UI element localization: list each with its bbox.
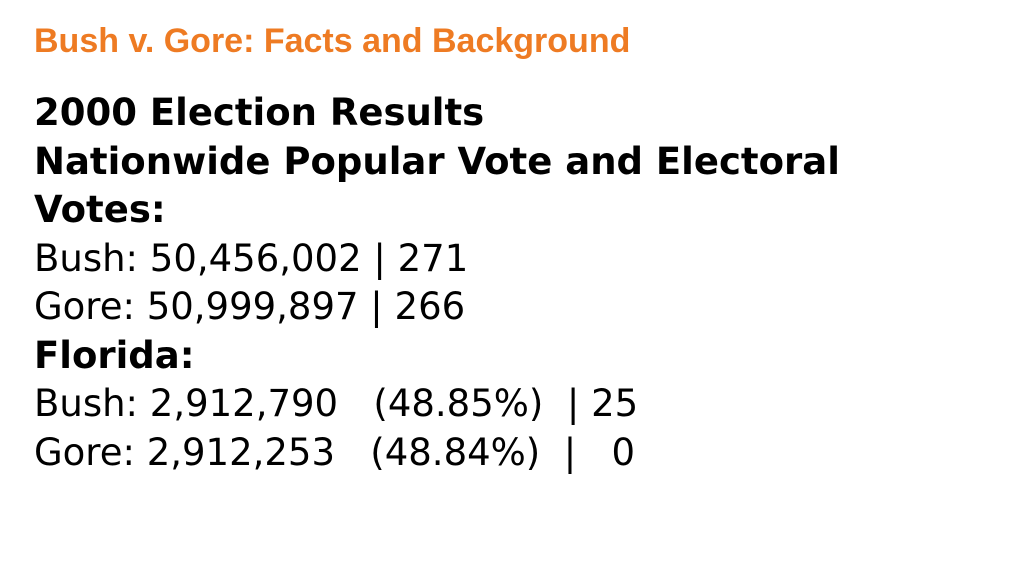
election-results-heading: 2000 Election Results <box>34 91 485 134</box>
nationwide-bush-result: Bush: 50,456,002 | 271 <box>34 236 469 280</box>
florida-bush-result: Bush: 2,912,790 (48.85%) | 25 <box>34 382 639 425</box>
slide-title: Bush v. Gore: Facts and Background <box>34 22 631 60</box>
slide-body <box>34 89 994 477</box>
nationwide-heading-line-1: Nationwide Popular Vote and Electoral <box>34 139 840 183</box>
florida-heading: Florida: <box>34 333 195 377</box>
nationwide-gore-result: Gore: 50,999,897 | 266 <box>34 285 466 328</box>
nationwide-heading-line-2: Votes: <box>34 188 166 231</box>
florida-gore-result: Gore: 2,912,253 (48.84%) | 0 <box>34 430 636 474</box>
